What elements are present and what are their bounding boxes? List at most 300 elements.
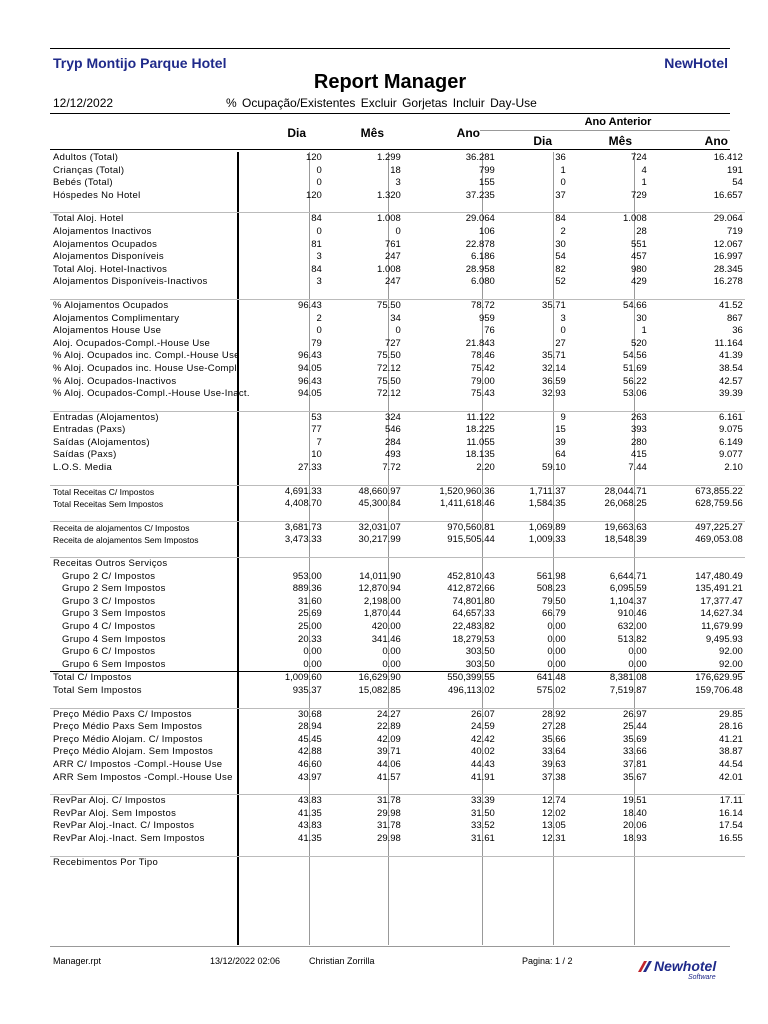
cell-mes: 247 — [384, 251, 401, 263]
cell-prev-dia: 37.38 — [542, 771, 566, 783]
spacer-cell — [497, 698, 568, 709]
spacer-cell — [568, 784, 649, 795]
header-rule — [50, 113, 730, 114]
cell-prev-dia: 2 — [560, 225, 566, 237]
row-label: % Aloj. Ocupados-Inactivos — [53, 375, 177, 387]
cell-mes: 48,660.97 — [324, 485, 403, 498]
row-label: Total Receitas Sem Impostos — [53, 499, 164, 510]
newhotel-logo-text: Newhotel — [654, 958, 717, 974]
cell-mes: 7.72 — [382, 462, 401, 474]
row-label: Entradas (Paxs) — [53, 424, 126, 436]
cell-prev-dia: 52 — [555, 276, 566, 288]
cell-prev-mes: 18.40 — [623, 807, 647, 819]
cell-prev-ano: 867 — [726, 312, 743, 324]
spacer-cell — [497, 401, 568, 412]
table-row — [50, 251, 745, 264]
cell-mes: 45,300.84 — [358, 498, 401, 510]
cell-ano: 970,560.81 — [403, 521, 497, 534]
row-label: Grupo 6 C/ Impostos — [62, 646, 156, 658]
cell-prev-dia: 28.92 — [497, 708, 568, 721]
spacer-cell — [50, 698, 252, 709]
cell-dia: 3,681.73 — [252, 521, 324, 534]
cell-ano: 18.135 — [465, 449, 495, 461]
row-label: Recebimentos Por Tipo — [50, 856, 252, 869]
cell-dia: 953.00 — [292, 570, 322, 582]
cell-prev-dia: 39.63 — [542, 758, 566, 770]
table-row — [50, 795, 745, 808]
footer-rule — [50, 946, 730, 947]
cell-prev-ano: 41.39 — [719, 350, 743, 362]
table-row — [50, 608, 745, 621]
footer-user: Christian Zorrilla — [309, 956, 375, 966]
spacer-cell — [403, 784, 497, 795]
spacer-cell — [568, 401, 649, 412]
cell-prev-ano: 469,053.08 — [695, 534, 743, 546]
cell-prev-ano: 44.54 — [719, 758, 743, 770]
table-row — [50, 411, 745, 424]
spacer-cell — [568, 846, 649, 857]
cell-dia: 10 — [311, 449, 322, 461]
spacer-cell — [252, 784, 324, 795]
cell-ano: 155 — [478, 177, 495, 189]
cell-ano: 33.52 — [471, 820, 495, 832]
spacer-cell — [324, 698, 403, 709]
table-row — [50, 338, 745, 351]
cell-ano: 1,411,618.46 — [440, 498, 495, 510]
row-label: Grupo 4 Sem Impostos — [62, 633, 166, 645]
report-options: % Ocupação/Existentes Excluir Gorjetas Incluir Day-Use — [226, 96, 537, 110]
cell-mes: 1.299 — [377, 152, 401, 163]
spacer-row — [50, 547, 745, 558]
row-label: Receita de alojamentos C/ Impostos — [50, 521, 252, 534]
table-row — [50, 759, 745, 772]
cell-mes: 75.50 — [377, 375, 401, 387]
cell-dia: 43.83 — [252, 795, 324, 808]
cell-prev-ano: 36 — [732, 325, 743, 337]
cell-prev-mes: 457 — [630, 251, 647, 263]
cell-ano: 18,279.53 — [452, 633, 495, 645]
table-row — [50, 350, 745, 363]
spacer-row — [50, 202, 745, 213]
cell-ano: 26.07 — [403, 708, 497, 721]
table-row — [50, 772, 745, 785]
cell-mes: 727 — [384, 337, 401, 349]
cell-prev-ano: 191 — [726, 164, 743, 176]
table-row — [50, 820, 745, 833]
spacer-cell — [403, 547, 497, 558]
row-label: Grupo 3 Sem Impostos — [62, 608, 166, 620]
cell-prev-mes: 729 — [630, 189, 647, 201]
spacer-cell — [649, 784, 745, 795]
cell-dia: 77 — [311, 424, 322, 436]
cell-prev-ano: 2.10 — [724, 462, 743, 474]
spacer-cell — [324, 784, 403, 795]
row-label: Preço Médio Paxs Sem Impostos — [53, 721, 203, 733]
cell-mes: 41.57 — [377, 771, 401, 783]
cell-prev-ano: 12.067 — [713, 238, 743, 250]
spacer-cell — [324, 202, 403, 213]
cell-prev-ano: 147,480.49 — [695, 570, 743, 582]
brand-name: NewHotel — [664, 55, 728, 71]
footer-page: Pagina: 1 / 2 — [522, 956, 573, 966]
table-row — [50, 808, 745, 821]
cell-dia: 31.60 — [298, 595, 322, 607]
table-row — [50, 721, 745, 734]
row-label: Total Aloj. Hotel — [50, 213, 252, 226]
cell-mes: 247 — [384, 276, 401, 288]
row-label: Bebés (Total) — [53, 177, 113, 189]
cell-prev-mes: 393 — [630, 424, 647, 436]
cell-mes: 0.00 — [382, 658, 401, 670]
spacer-cell — [649, 511, 745, 522]
report-table — [50, 152, 745, 869]
cell-dia: 0 — [316, 325, 322, 337]
cell-ano: 799 — [478, 164, 495, 176]
row-label: Saídas (Alojamentos) — [53, 436, 150, 448]
cell-ano: 40.02 — [471, 746, 495, 758]
table-row — [50, 276, 745, 289]
cell-mes: 14,011.90 — [359, 570, 401, 582]
table-row — [50, 734, 745, 747]
spacer-cell — [324, 846, 403, 857]
spacer-row — [50, 698, 745, 709]
cell-ano: 11.122 — [403, 411, 497, 424]
spacer-cell — [324, 401, 403, 412]
cell-prev-ano: 16.55 — [719, 832, 743, 844]
cell-ano: 452,810.43 — [447, 570, 495, 582]
cell-dia: 43.83 — [298, 820, 322, 832]
cell-prev-dia: 36 — [555, 152, 566, 163]
spacer-cell — [324, 547, 403, 558]
cell-prev-dia: 32.93 — [542, 388, 566, 400]
cell-prev-dia: 15 — [555, 424, 566, 436]
row-label: Total C/ Impostos — [50, 672, 252, 685]
spacer-cell — [50, 401, 252, 412]
spacer-cell — [252, 698, 324, 709]
cell-prev-ano: 6.161 — [649, 411, 745, 424]
cell-prev-ano: 28.16 — [719, 721, 743, 733]
cell-mes: 29.98 — [377, 832, 401, 844]
cell-prev-dia: 0.00 — [547, 633, 566, 645]
row-label: Preço Médio Alojam. C/ Impostos — [53, 733, 203, 745]
spacer-cell — [497, 846, 568, 857]
page-title: Report Manager — [313, 71, 467, 93]
cell-prev-dia: 0 — [560, 325, 566, 337]
spacer-cell — [497, 289, 568, 300]
cell-dia: 42.88 — [298, 746, 322, 758]
cell-prev-mes: 30 — [636, 312, 647, 324]
cell-ano: 29.064 — [403, 213, 497, 226]
cell-prev-dia: 1,711.37 — [497, 485, 568, 498]
cell-dia: 96.43 — [252, 299, 324, 312]
table-row — [50, 462, 745, 475]
table-row — [50, 213, 745, 226]
cell-dia: 46.60 — [298, 758, 322, 770]
row-label: Alojamentos Disponíveis-Inactivos — [53, 276, 208, 288]
cell-ano: 31.61 — [471, 832, 495, 844]
row-label: Alojamentos Disponíveis — [53, 251, 164, 263]
cell-mes: 341.46 — [371, 633, 401, 645]
cell-dia: 0 — [316, 164, 322, 176]
cell-mes: 546 — [384, 424, 401, 436]
spacer-cell — [252, 401, 324, 412]
table-row — [50, 165, 745, 178]
row-label: Alojamentos Inactivos — [53, 225, 152, 237]
table-row — [50, 558, 745, 571]
cell-prev-mes: 980 — [630, 263, 647, 275]
cell-prev-mes: 513.82 — [617, 633, 647, 645]
newhotel-logo-subtitle: Software — [688, 974, 716, 981]
spacer-cell — [324, 511, 403, 522]
row-label: % Aloj. Ocupados-Compl.-House Use-Inact. — [53, 388, 250, 400]
cell-ano: 36.281 — [465, 152, 495, 163]
cell-prev-mes: 18.93 — [623, 832, 647, 844]
cell-prev-ano: 38.54 — [719, 362, 743, 374]
cell-mes: 31.78 — [377, 820, 401, 832]
row-label: Grupo 2 Sem Impostos — [62, 583, 166, 595]
footer-printed: 13/12/2022 02:06 — [210, 956, 281, 966]
row-label: Crianças (Total) — [53, 164, 125, 176]
cell-prev-dia: 13.05 — [542, 820, 566, 832]
cell-prev-dia: 12.31 — [542, 832, 566, 844]
cell-prev-dia: 84 — [497, 213, 568, 226]
cell-mes: 75.50 — [377, 350, 401, 362]
cell-ano: 915,505.44 — [447, 534, 495, 546]
cell-dia — [252, 558, 324, 571]
spacer-row — [50, 401, 745, 412]
cell-prev-mes: 1 — [641, 325, 647, 337]
cell-ano: 41.91 — [471, 771, 495, 783]
spacer-cell — [50, 475, 252, 486]
cell-prev-ano: 135,491.21 — [695, 583, 743, 595]
cell-dia: 0 — [316, 177, 322, 189]
cell-prev-mes: 6,095.59 — [609, 583, 647, 595]
cell-prev-mes: 28 — [636, 225, 647, 237]
cell-dia: 43.97 — [298, 771, 322, 783]
cell-prev-mes: 0.00 — [628, 646, 647, 658]
cell-mes: 1.008 — [324, 213, 403, 226]
spacer-cell — [50, 547, 252, 558]
cell-ano: 79.00 — [471, 375, 495, 387]
cell-prev-ano: 17,377.47 — [700, 595, 743, 607]
col-dia: Dia — [287, 126, 306, 140]
spacer-cell — [50, 289, 252, 300]
table-row — [50, 325, 745, 338]
cell-dia: 3 — [316, 276, 322, 288]
cell-mes: 0 — [395, 325, 401, 337]
spacer-cell — [50, 202, 252, 213]
cell-mes: 24.27 — [324, 708, 403, 721]
cell-prev-ano: 41.21 — [719, 733, 743, 745]
cell-prev-dia: 35.71 — [542, 350, 566, 362]
row-label: Alojamentos Complimentary — [53, 312, 180, 324]
cell-prev-mes: 53.06 — [623, 388, 647, 400]
row-label: Alojamentos Ocupados — [53, 238, 158, 250]
cell-prev-ano: 497,225.27 — [649, 521, 745, 534]
spacer-cell — [497, 547, 568, 558]
table-row — [50, 571, 745, 584]
cell-prev-dia: 30 — [555, 238, 566, 250]
cell-prev-dia: 27.28 — [542, 721, 566, 733]
cell-prev-dia: 0 — [560, 177, 566, 189]
cell-ano: 6.186 — [471, 251, 495, 263]
cell-ano: 44.43 — [471, 758, 495, 770]
cell-prev-mes: 7,519.87 — [609, 684, 647, 696]
row-label: Grupo 2 C/ Impostos — [62, 570, 156, 582]
table-row — [50, 621, 745, 634]
cell-mes: 420.00 — [371, 621, 401, 632]
cell-dia: 84 — [252, 213, 324, 226]
cell-prev-dia: 561.98 — [536, 570, 566, 582]
table-row — [50, 376, 745, 389]
cell-prev-mes: 263 — [568, 411, 649, 424]
spacer-cell — [649, 401, 745, 412]
cell-mes: 44.06 — [377, 758, 401, 770]
cell-prev-dia: 36.59 — [542, 375, 566, 387]
cell-prev-dia — [497, 856, 568, 869]
report-date: 12/12/2022 — [53, 96, 114, 110]
cell-ano — [403, 856, 497, 869]
cell-dia: 0.00 — [303, 646, 322, 658]
table-row — [50, 299, 745, 312]
spacer-cell — [403, 846, 497, 857]
cell-mes: 75.50 — [324, 299, 403, 312]
cell-ano: 1,520,960.36 — [403, 485, 497, 498]
cell-prev-dia: 39 — [555, 436, 566, 448]
table-row — [50, 363, 745, 376]
spacer-cell — [649, 846, 745, 857]
table-row — [50, 388, 745, 401]
cell-dia: 41.35 — [298, 832, 322, 844]
table-row — [50, 634, 745, 647]
table-row — [50, 485, 745, 498]
cell-ano: 2.20 — [476, 462, 495, 474]
row-label: Total Sem Impostos — [53, 684, 142, 696]
cell-mes: 42.09 — [377, 733, 401, 745]
cell-prev-ano: 16.278 — [713, 276, 743, 288]
cell-prev-dia: 0.00 — [547, 658, 566, 670]
cell-prev-ano: 38.87 — [719, 746, 743, 758]
cell-prev-mes: 28,044.71 — [568, 485, 649, 498]
cell-prev-dia: 12.74 — [497, 795, 568, 808]
cell-prev-ano: 673,855.22 — [649, 485, 745, 498]
cell-prev-dia: 1,009.33 — [528, 534, 566, 546]
cell-ano: 64,657.33 — [452, 608, 495, 620]
cell-mes — [324, 856, 403, 869]
cell-prev-ano: 6.149 — [719, 436, 743, 448]
cell-mes: 30,217.99 — [358, 534, 401, 546]
cell-mes: 2,198.00 — [363, 595, 401, 607]
cell-prev-ano: 176,629.95 — [649, 672, 745, 685]
cell-dia: 3 — [316, 251, 322, 263]
cell-mes: 16,629.90 — [324, 672, 403, 685]
cell-prev-dia: 35.71 — [497, 299, 568, 312]
table-row — [50, 152, 745, 165]
cell-dia: 45.45 — [298, 733, 322, 745]
table-row — [50, 264, 745, 277]
cell-prev-dia: 66.79 — [542, 608, 566, 620]
cell-prev-mes: 0.00 — [628, 658, 647, 670]
row-label: RevPar Aloj.-Inact. C/ Impostos — [53, 820, 195, 832]
spacer-row — [50, 475, 745, 486]
cell-dia: 120 — [305, 152, 322, 163]
table-row — [50, 190, 745, 203]
cell-prev-dia: 54 — [555, 251, 566, 263]
table-row — [50, 596, 745, 609]
cell-prev-ano: 42.01 — [719, 771, 743, 783]
cell-prev-mes: 20.06 — [623, 820, 647, 832]
spacer-cell — [324, 475, 403, 486]
table-row — [50, 226, 745, 239]
cell-ano: 550,399.55 — [403, 672, 497, 685]
cell-ano: 24.59 — [471, 721, 495, 733]
table-row — [50, 424, 745, 437]
cell-prev-dia: 27 — [555, 337, 566, 349]
cell-ano: 303.50 — [465, 658, 495, 670]
cell-mes: 18 — [390, 164, 401, 176]
cell-prev-ano: 29.85 — [649, 708, 745, 721]
cell-prev-ano: 16.14 — [719, 807, 743, 819]
cell-mes: 1.320 — [377, 189, 401, 201]
cell-prev-dia: 1,069.89 — [497, 521, 568, 534]
cell-mes: 72.12 — [377, 388, 401, 400]
cell-prev-ano: 11,679.99 — [701, 621, 743, 632]
cell-ano: 303.50 — [465, 646, 495, 658]
cell-mes: 15,082.85 — [358, 684, 401, 696]
cell-ano: 28.958 — [465, 263, 495, 275]
cell-mes: 32,031.07 — [324, 521, 403, 534]
cell-dia — [252, 856, 324, 869]
spacer-row — [50, 289, 745, 300]
cell-prev-dia: 35.66 — [542, 733, 566, 745]
cell-prev-mes: 26,068.25 — [604, 498, 647, 510]
cell-dia: 4,408.70 — [284, 498, 322, 510]
row-label: Grupo 6 Sem Impostos — [62, 658, 166, 670]
cell-prev-ano: 628,759.56 — [695, 498, 743, 510]
row-label: Aloj. Ocupados-Compl.-House Use — [53, 337, 211, 349]
spacer-cell — [568, 475, 649, 486]
row-label: Alojamentos House Use — [53, 325, 162, 337]
cell-dia: 96.43 — [298, 350, 322, 362]
cell-ano: 496,113.02 — [447, 684, 495, 696]
table-row — [50, 437, 745, 450]
cell-ano: 75.43 — [471, 388, 495, 400]
table-row — [50, 659, 745, 672]
cell-dia: 81 — [311, 238, 322, 250]
spacer-cell — [50, 511, 252, 522]
table-row — [50, 313, 745, 326]
cell-dia: 2 — [316, 312, 322, 324]
cell-prev-mes — [568, 856, 649, 869]
spacer-cell — [497, 511, 568, 522]
cell-ano: 6.080 — [471, 276, 495, 288]
cell-prev-ano: 42.57 — [719, 375, 743, 387]
cell-dia: 25.69 — [298, 608, 322, 620]
cell-prev-ano — [649, 558, 745, 571]
spacer-cell — [568, 511, 649, 522]
cell-dia: 25.00 — [298, 621, 322, 632]
row-label: L.O.S. Media — [53, 462, 113, 474]
table-top-rule — [50, 149, 730, 150]
cell-mes: 31.78 — [324, 795, 403, 808]
row-label: % Aloj. Ocupados inc. House Use-Compl. — [53, 362, 240, 374]
cell-prev-ano: 16.657 — [713, 189, 743, 201]
cell-prev-mes: 19.51 — [568, 795, 649, 808]
cell-dia: 4,691.33 — [252, 485, 324, 498]
cell-dia: 28.94 — [298, 721, 322, 733]
table-row — [50, 498, 745, 511]
spacer-row — [50, 846, 745, 857]
